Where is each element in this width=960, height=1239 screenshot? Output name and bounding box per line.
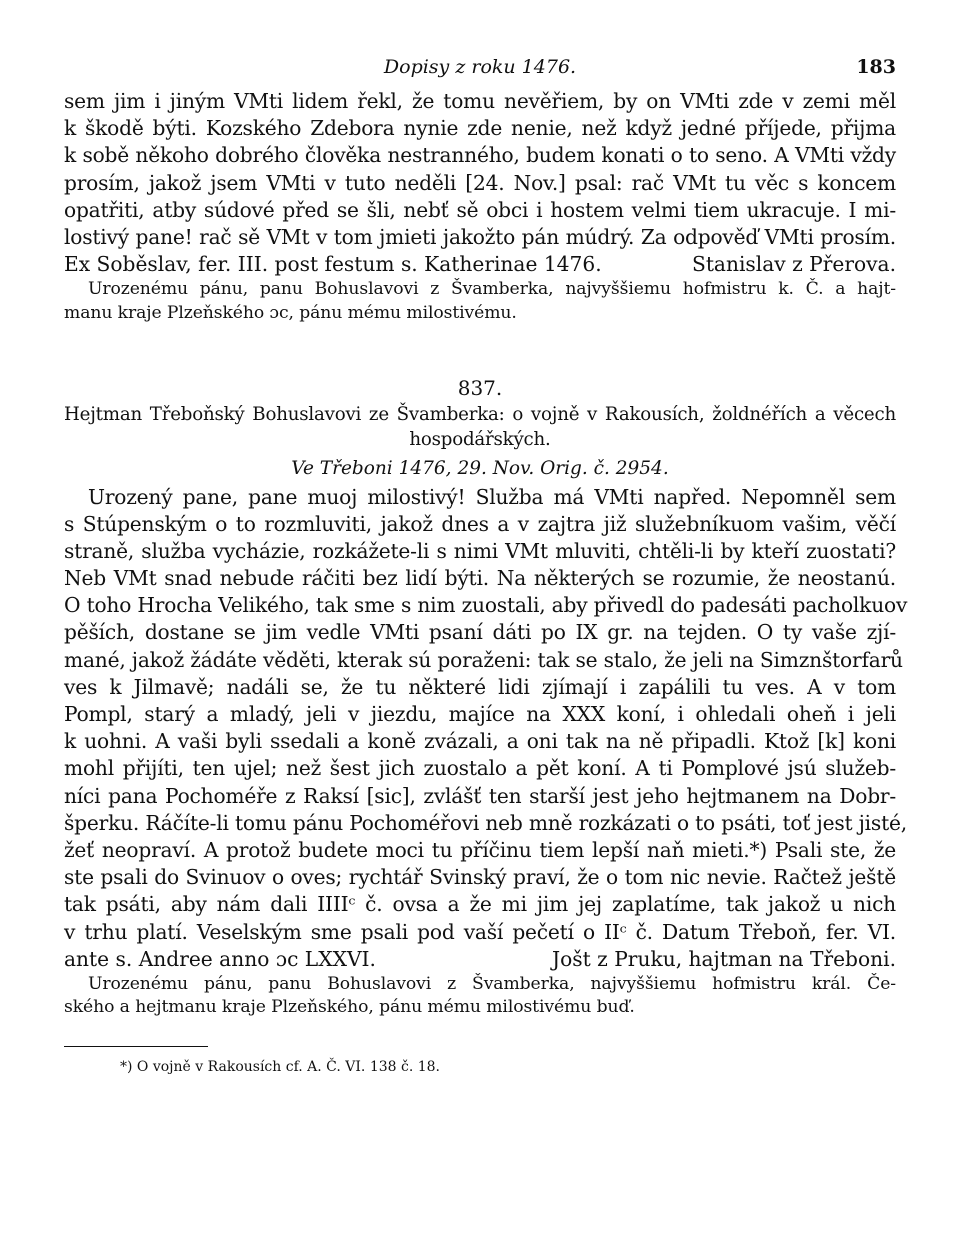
text-line: sem jim i jiným VMti lidem řekl, že tomu nevěřiem, by on VMti zde v zemi měl	[64, 89, 896, 113]
text-line: k uohni. A vaši byli ssedali a koně zvázali, a oni tak na ně připadli. Ktož [k] koni	[64, 729, 896, 754]
text-line: mohl přijíti, ten ujel; než šest jich zuostalo a pět koní. A ti Pomplové jsú služeb-	[64, 756, 896, 781]
text-line: tak psáti, aby nám dali IIIIᶜ č. ovsa a že mi jim jej zaplatíme, tak jakož u nich	[64, 892, 896, 917]
footnote-rule	[64, 1046, 208, 1047]
address-line: Urozenému pánu, panu Bohuslavovi z Švamberka, najvyššiemu hofmistru král. Če-	[88, 973, 896, 994]
document-headline	[64, 402, 896, 452]
running-title: Dopisy z roku 1476.	[383, 56, 577, 78]
book-page	[64, 56, 908, 1077]
letter-837	[64, 374, 908, 1021]
text-line: opatřiti, atby súdové před se šli, nebť sě obci i hostem velmi tiem ukracuje. I mi-	[64, 197, 896, 222]
text-line: pěších, dostane se jim vedle VMti psaní dáti po IX gr. na tejden. O ty vaše zjí-	[64, 620, 896, 645]
text-line: lostivý pane! rač sě VMt v tom jmieti jakožto pán múdrý. Za odpověď VMti prosím.	[64, 224, 896, 249]
text-line: s Stúpenským o to rozmluviti, jakož dnes a v zajtra již služebníkuom vašim, věčí	[64, 511, 896, 536]
signature: Jošt z Pruku, hajtman na Třeboni.	[552, 946, 896, 971]
text-line: ves k Jilmavě; nadáli se, že tu některé lidi zjímají i zapálili tu ves. A v tom	[64, 674, 896, 699]
headline-line: Hejtman Třeboňský Bohuslavovi ze Švamberka: o vojně v Rakousích, žoldnéřích a věcech	[64, 403, 896, 425]
text-line: žeť neopraví. A protož budete moci tu příčinu tiem lepší naň mieti.*) Psali ste, že	[64, 837, 896, 862]
text-line: prosím, jakož jsem VMti v tuto neděli [24. Nov.] psal: rač VMt tu věc s koncem	[64, 170, 896, 195]
letter-address	[64, 278, 896, 325]
page-number: 183	[856, 56, 896, 78]
text-line: k sobě někoho dobrého člověka nestranného, budem konati o to seno. A VMti vždy	[64, 143, 896, 168]
document-number: 837.	[457, 375, 503, 400]
top-letter	[64, 88, 896, 326]
text-line: šperku. Ráčíte-li tomu pánu Pochoméřovi neb mně rozkázati o to psáti, toť jest jisté,	[64, 810, 907, 835]
letter-closing	[64, 251, 896, 278]
letter-address	[64, 973, 896, 1020]
letter-body	[64, 484, 908, 973]
text-line: ste psali do Svinuov o oves; rychtář Svinský praví, že o tom nic nevie. Račtež ještě	[64, 865, 896, 890]
address-line: manu kraje Plzeňského ɔc, pánu mému milostivému.	[64, 302, 517, 323]
dating-line: Ex Soběslav, fer. III. post festum s. Katherinae 1476.	[64, 252, 602, 277]
dating-line: ante s. Andree anno ɔc LXXVI.	[64, 946, 376, 971]
text-line: Neb VMt snad nebude ráčiti bez lidí býti. Na některých se rozumie, že neostanú.	[64, 566, 896, 591]
footnote: *) O vojně v Rakousích cf. A. Č. VI. 138 č. 18.	[120, 1059, 441, 1076]
address-line: Urozenému pánu, panu Bohuslavovi z Švamberka, najvyššiemu hofmistru k. Č. a hajt-	[88, 279, 896, 300]
signature: Stanislav z Přerova.	[691, 252, 896, 277]
text-line: Urozený pane, pane muoj milostivý! Služba má VMti napřed. Nepomněl sem	[88, 484, 896, 509]
text-line: straně, služba vycházie, rozkážete-li s nimi VMt mluviti, chtěli-li by kteří zuostati?	[64, 538, 896, 563]
document-provenance: Ve Třeboni 1476, 29. Nov. Orig. č. 2954.	[291, 457, 669, 479]
letter-closing	[64, 946, 896, 973]
text-line: k škodě býti. Kozského Zdebora nynie zde nenie, než když jedné příjede, přijma	[64, 116, 896, 141]
text-line: O toho Hrocha Velikého, tak sme s nim zuostali, aby přivedl do padesáti pacholkuov	[64, 593, 908, 618]
text-line: mané, jakož žádáte věděti, kterak sú poraženi: tak se stalo, že jeli na Simznštorfarů	[64, 647, 903, 672]
text-line: níci pana Pochoméře z Raksí [sic], zvlášť ten starší jest jeho hejtmanem na Dobr-	[64, 783, 896, 808]
text-line: Pompl, starý a mladý, jeli v jiezdu, majíce na XXX koní, i ohledali oheň i jeli	[64, 702, 896, 726]
headline-line: hospodářských.	[409, 428, 551, 450]
running-head	[64, 56, 896, 88]
address-line: ského a hejtmanu kraje Plzeňského, pánu mému milostivému buď.	[64, 997, 635, 1018]
text-line: v trhu platí. Veselským sme psali pod vaší pečetí o IIᶜ č. Datum Třeboň, fer. VI.	[64, 919, 896, 944]
